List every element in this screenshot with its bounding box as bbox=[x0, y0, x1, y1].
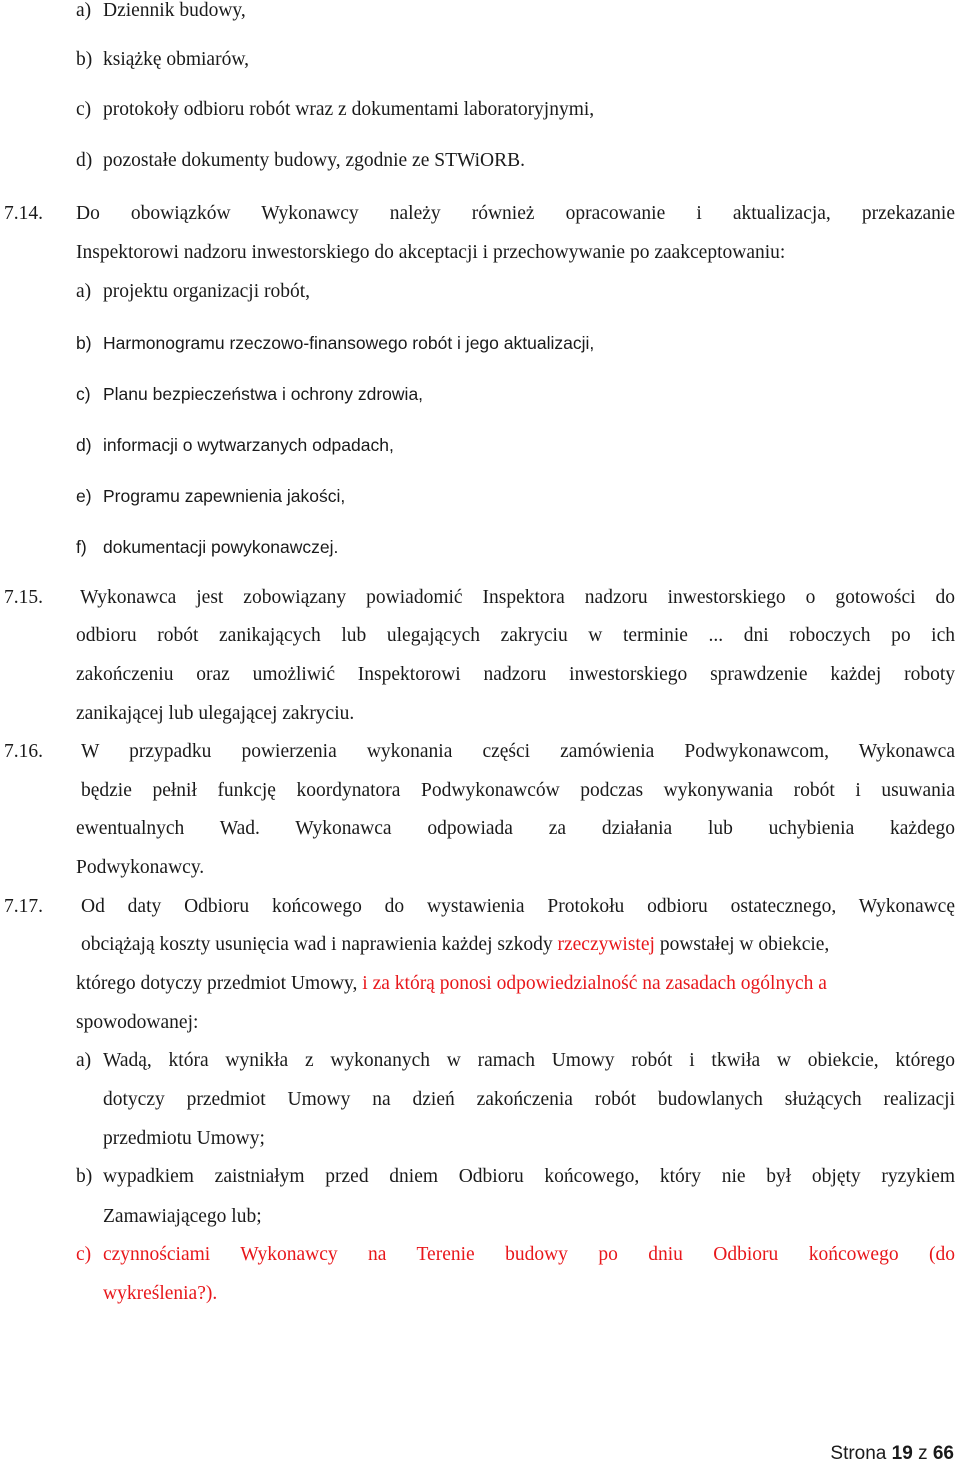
paragraph-line: którego dotyczy przedmiot Umowy, i za którą ponosi odpowiedzialność na zasadach ogólnych a bbox=[76, 973, 827, 994]
paragraph-line: Do obowiązków Wykonawcy należy również opracowanie i aktualizacja, przekazanie bbox=[76, 203, 955, 224]
list-marker: a) bbox=[76, 1050, 92, 1071]
list-item: Harmonogramu rzeczowo-finansowego robót i jego aktualizacji, bbox=[103, 333, 595, 353]
list-item: Programu zapewnienia jakości, bbox=[103, 486, 346, 506]
list-marker: f) bbox=[76, 537, 87, 557]
list-marker: c) bbox=[76, 1244, 92, 1265]
list-item-line: wykreślenia?). bbox=[103, 1283, 218, 1304]
section-number: 7.16. bbox=[4, 741, 43, 762]
list-item-line: dotyczy przedmiot Umowy na dzień zakończenia robót budowlanych służących realizacji bbox=[103, 1089, 955, 1110]
list-marker: d) bbox=[76, 150, 93, 171]
page-number: 19 bbox=[891, 1443, 913, 1464]
list-marker: d) bbox=[76, 435, 92, 455]
paragraph-line: będzie pełnił funkcję koordynatora Podwykonawców podczas wykonywania robót i usuwania bbox=[81, 780, 955, 801]
paragraph-line: Podwykonawcy. bbox=[76, 857, 205, 878]
paragraph-line: spowodowanej: bbox=[76, 1012, 199, 1033]
paragraph-line: zanikającej lub ulegającej zakryciu. bbox=[76, 703, 355, 724]
section-number: 7.15. bbox=[4, 587, 43, 608]
list-item-line: wypadkiem zaistniałym przed dniem Odbioru końcowego, który nie był objęty ryzykiem bbox=[103, 1166, 955, 1187]
list-item-line: Zamawiającego lub; bbox=[103, 1206, 262, 1227]
list-marker: c) bbox=[76, 384, 91, 404]
list-item: projektu organizacji robót, bbox=[103, 281, 311, 302]
list-item: informacji o wytwarzanych odpadach, bbox=[103, 435, 394, 455]
list-item-line: przedmiotu Umowy; bbox=[103, 1128, 265, 1149]
list-item: dokumentacji powykonawczej. bbox=[103, 537, 339, 557]
paragraph-line: W przypadku powierzenia wykonania części zamówienia Podwykonawcom, Wykonawca bbox=[81, 741, 955, 762]
list-item: Planu bezpieczeństwa i ochrony zdrowia, bbox=[103, 384, 424, 404]
paragraph-line: odbioru robót zanikających lub ulegających zakryciu w terminie ... dni roboczych po ich bbox=[76, 625, 955, 646]
list-item: Dziennik budowy, bbox=[103, 0, 246, 21]
list-marker: e) bbox=[76, 486, 92, 506]
paragraph-line: obciążają koszty usunięcia wad i naprawienia każdej szkody rzeczywistej powstałej w obiekcie, bbox=[81, 934, 830, 955]
section-number: 7.14. bbox=[4, 203, 43, 224]
list-marker: c) bbox=[76, 99, 92, 120]
list-item: protokoły odbioru robót wraz z dokumentami laboratoryjnymi, bbox=[103, 99, 595, 120]
paragraph-line: Od daty Odbioru końcowego do wystawienia Protokołu odbioru ostatecznego, Wykonawcę bbox=[81, 896, 955, 917]
paragraph-line: Inspektorowi nadzoru inwestorskiego do akceptacji i przechowywanie po zaakceptowaniu: bbox=[76, 242, 786, 263]
list-marker: b) bbox=[76, 333, 92, 353]
paragraph-line: Wykonawca jest zobowiązany powiadomić Inspektora nadzoru inwestorskiego o gotowości do bbox=[80, 587, 955, 608]
list-marker: b) bbox=[76, 1166, 93, 1187]
highlighted-text: i za którą ponosi odpowiedzialność na zasadach ogólnych a bbox=[362, 973, 827, 994]
list-marker: b) bbox=[76, 49, 93, 70]
list-marker: a) bbox=[76, 281, 92, 302]
page-total: 66 bbox=[932, 1443, 954, 1464]
page-footer: Strona 19 z 66 bbox=[830, 1443, 954, 1464]
list-item: pozostałe dokumenty budowy, zgodnie ze STWiORB. bbox=[103, 150, 526, 171]
section-number: 7.17. bbox=[4, 896, 43, 917]
paragraph-line: ewentualnych Wad. Wykonawca odpowiada za działania lub uchybienia każdego bbox=[76, 818, 955, 839]
list-item: książkę obmiarów, bbox=[103, 49, 250, 70]
list-marker: a) bbox=[76, 0, 92, 21]
highlighted-text: rzeczywistej bbox=[557, 934, 655, 955]
paragraph-line: zakończeniu oraz umożliwić Inspektorowi nadzoru inwestorskiego sprawdzenie każdej roboty bbox=[76, 664, 955, 685]
list-item-line: czynnościami Wykonawcy na Terenie budowy po dniu Odbioru końcowego (do bbox=[103, 1244, 955, 1265]
list-item-line: Wadą, która wynikła z wykonanych w ramach Umowy robót i tkwiła w obiekcie, którego bbox=[103, 1050, 955, 1071]
